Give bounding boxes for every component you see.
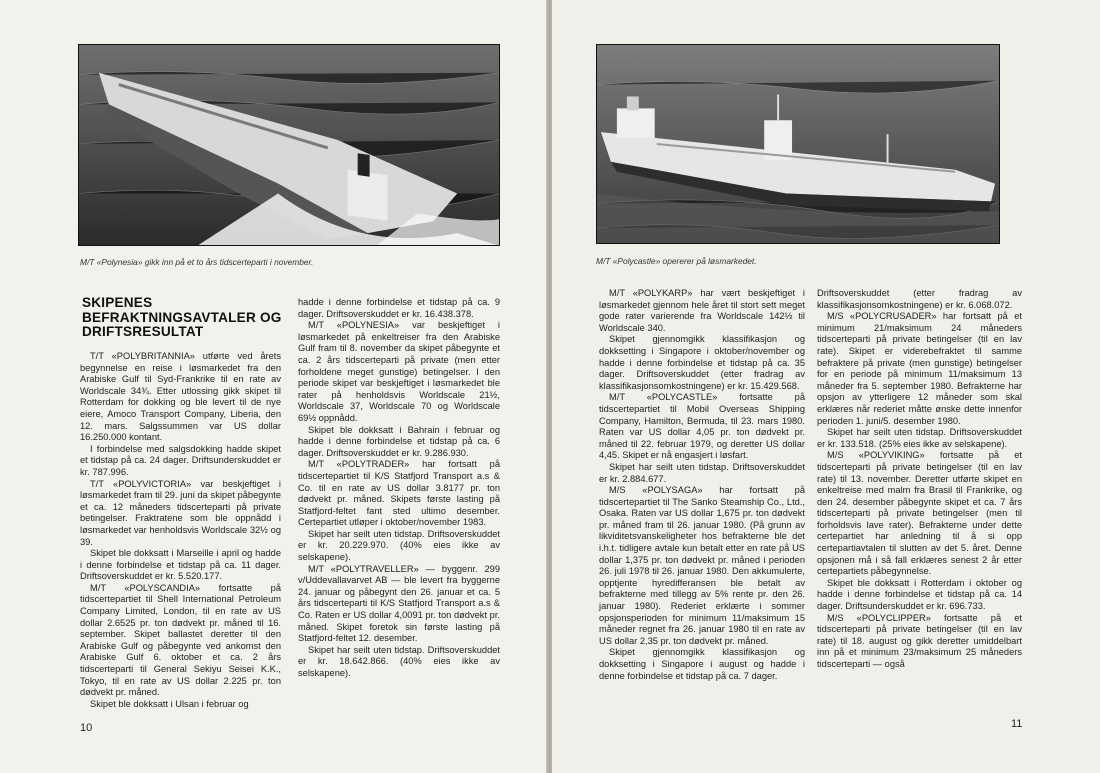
paragraph: Skipet ble dokksatt i Bahrain i februar og hadde i denne forbindelse et tidstap på ca. 6 dager. Driftsoverskuddet er kr. 9.286.930.	[298, 424, 500, 458]
paragraph: M/S «POLYCRUSADER» har fortsatt på et minimum 21/maksimum 24 måneders tidscerteparti på private betingelser (til en lav rate). Skipet er viderebefraktet til samme befraktere på private (men gunstige) betingelser for en periode på minimum 11/maksimum 13 måneder fra 5. september 1980. Befrakterne har opsjon av ytterligere 12 måneder som skal erklæres når rederiet måtte ønske dette innenfor perioden 1. juni/5. desember 1980.	[817, 311, 1022, 426]
right-column-2	[817, 288, 1022, 671]
section-heading-text: SKIPENES BEFRAKTNINGSAVTALER OG DRIFTSRESULTAT	[82, 295, 282, 340]
paragraph: M/T «POLYTRAVELLER» — byggenr. 299 v/Uddevallavarvet AB — ble levert fra byggerne 24. januar og påbegynt den 26. januar et ca. 5 års tidscerteparti til K/S Statfjord Transport a.s & Co. Raten er US dollar 4,0091 pr. ton dødvekt pr. måned. Skipet foretok sin første lasting på Statfjord-feltet 12. desember.	[298, 563, 500, 644]
paragraph: Driftsoverskuddet (etter fradrag av klassifikasjonsomkostningene) er kr. 6.068.072.	[817, 288, 1022, 310]
paragraph: Skipet ble dokksatt i Rotterdam i oktober og hadde i denne forbindelse et tidstap på ca. 14 dager. Driftsunderskuddet er kr. 696.733.	[817, 577, 1022, 612]
ship-photo-icon	[79, 45, 499, 245]
paragraph: M/T «POLYNESIA» var beskjeftiget i løsmarkedet på enkeltreiser fra den Arabiske Gulf fram til 8. november da skipet påbegynte et ca. 2 års tidscerteparti på private (men etter forholdene meget gunstige) betingelser. I den periode skipet var beskjeftiget i løsmarkedet ble rater på henholdsvis Worldscale 21½, Worldscale 37, Worldscale 70 og Worldscale 69½ oppnådd.	[298, 320, 500, 423]
paragraph: Skipet har seilt uten tidstap. Driftsoverskuddet er kr. 2.884.677.	[599, 461, 805, 484]
paragraph: Skipet ble dokksatt i Ulsan i februar og	[90, 698, 249, 709]
paragraph: Skipet har seilt uten tidstap. Driftsoverskuddet er kr. 18.642.866. (40% eies ikke av selskapene).	[298, 644, 500, 678]
photo-caption: M/T «Polynesia» gikk inn på et to års tidscerteparti i november.	[80, 257, 314, 267]
right-column-1	[599, 288, 805, 682]
page-number: 10	[80, 722, 93, 734]
left-column-2	[298, 297, 500, 680]
right-page	[552, 0, 1100, 773]
paragraph: T/T «POLYBRITANNIA» utførte ved årets begynnelse en reise i løsmarkedet fra den Arabiske Gulf til Syd-Frankrike til en rate av Worldscale 34¾. Etter utlossing gikk skipet til Rotterdam for dokking og ble levert til de nye eiere, Amoco Transport Company, Liberia, den 12. mars. Salgssummen var US dollar 16.250.000 kontant.	[80, 351, 281, 443]
paragraph: Skipet gjennomgikk klassifikasjon og dokksetting i Singapore i oktober/november og hadde i denne forbindelse et tidstap på ca. 35 dager. Driftsoverskuddet (etter fradrag av klassifikasjonsomkostningene) er kr. 15.429.568.	[599, 334, 805, 391]
paragraph: M/S «POLYCLIPPER» fortsatte på et tidscerteparti på private betingelser (til en lav rate) til 18. august og gikk deretter umiddelbart inn på et minimum 23/maksimum 25 måneders tidscerteparti — også	[817, 612, 1022, 669]
ship-photo-polycastle	[596, 44, 1000, 244]
paragraph: I forbindelse med salgsdokking hadde skipet et tidstap på ca. 24 dager. Driftsunderskuddet er kr. 787.996.	[80, 443, 281, 477]
section-heading	[82, 296, 282, 340]
paragraph: M/S «POLYVIKING» fortsatte på et tidscerteparti på private betingelser (til en lav rate) til 13. november. Deretter utførte skipet en enkeltreise med malm fra Brasil til Frankrike, og den 24. desember påbegynte skipet et ca. 7 års tidscerteparti på private betingelser (men til forholdsvis lave rater). Befrakterne under dette certepartiet har anledning til å si opp certepartiavtalen til slutten av det 5. året. Denne opsjonen må i så fall erklæres senest 2 år etter certepartiets påbegynnelse.	[817, 450, 1022, 577]
paragraph: M/T «POLYTRADER» har fortsatt på tidscertepartiet til K/S Statfjord Transport a.s & Co. til en rate av US dollar 3.8177 pr. ton dødvekt pr. måned. Skipets første lasting på Statfjord-feltet fant sted ultimo desember. Certepartiet utløper i oktober/november 1983.	[298, 459, 500, 528]
paragraph: Skipet ble dokksatt i Marseille i april og hadde i denne forbindelse et tidstap på ca. 11 dager. Driftsoverskuddet er kr. 5.520.177.	[80, 548, 281, 582]
left-page	[0, 0, 548, 773]
paragraph: M/S «POLYSAGA» har fortsatt på tidscertepartiet til The Sanko Steamship Co., Ltd., Osaka. Raten var US dollar 1,675 pr. ton dødvekt pr. måned fram til 26. januar 1980. (På grunn av likviditetsvanskeligheter hos befrakterne ble det i.h.t. tidligere avtale kun betalt etter en rate på US dollar 1,375 pr. ton dødvekt pr. måned i perioden 26. juli 1978 til 26. januar 1980. Den akkumulerte, opptjente hyredifferansen ble betalt av befrakterne med tillegg av 5% rente pr. den 26. januar 1980). Rederiet erklærte i sommer opsjonsperioden for minimum 11/maksimum 15 måneder regnet fra 26. januar 1980 til en rate av US dollar 2,35 pr. ton dødvekt pr. måned.	[599, 485, 805, 646]
ship-photo-icon	[597, 45, 999, 243]
paragraph: T/T «POLYVICTORIA» var beskjeftiget i løsmarkedet fram til 29. juni da skipet påbegynte et ca. 12 måneders tidscerteparti på private betingelser. Fraktratene som ble oppnådd i løsmarkedet var henholdsvis Worldscale 32½ og 39.	[80, 478, 281, 547]
paragraph: hadde i denne forbindelse et tidstap på ca. 9 dager. Driftsoverskuddet er kr. 16.438.378.	[298, 297, 500, 319]
ship-photo-polynesia	[78, 44, 500, 246]
paragraph: M/T «POLYCASTLE» fortsatte på tidscertepartiet til Mobil Overseas Shipping Company, Hamilton, Bermuda, til 23. mars 1980. Raten var US dollar 4,05 pr. ton dødvekt pr. måned til 22. februar 1979, og deretter US dollar 4,45. Skipet er nå engasjert i løsfart.	[599, 392, 805, 461]
paragraph: M/T «POLYSCANDIA» fortsatte på tidscertepartiet til Shell International Petroleum Company Limited, London, til en rate av US dollar 2.6525 pr. ton dødvekt pr. måned til 16. september. Skipet ballastet deretter til den Arabiske Gulf og påbegynte ved ankomst den Arabiske Gulf 6. oktober et ca. 2 års tidscerteparti til General Sekiyu Seisei K.K., Tokyo, til en rate av US dollar 2.225 pr. ton dødvekt pr. måned.	[80, 582, 281, 698]
paragraph: Skipet har seilt uten tidstap. Driftsoverskuddet er kr. 133.518. (25% eies ikke av selskapene).	[817, 427, 1022, 449]
paragraph: Skipet gjennomgikk klassifikasjon og dokksetting i Singapore i august og hadde i denne forbindelse et tidstap på ca. 7 dager.	[599, 647, 805, 681]
paragraph: M/T «POLYKARP» har vært beskjeftiget i løsmarkedet gjennom hele året til stort sett meget gode rater varierende fra Worldscale 142½ til Worldscale 340.	[599, 288, 805, 333]
page-number: 11	[1011, 718, 1023, 730]
paragraph: Skipet har seilt uten tidstap. Driftsoverskuddet er kr. 20.229.970. (40% eies ikke av selskapene).	[298, 528, 500, 563]
left-column-1	[80, 351, 281, 710]
photo-caption: M/T «Polycastle» opererer på løsmarkedet.	[596, 256, 757, 266]
